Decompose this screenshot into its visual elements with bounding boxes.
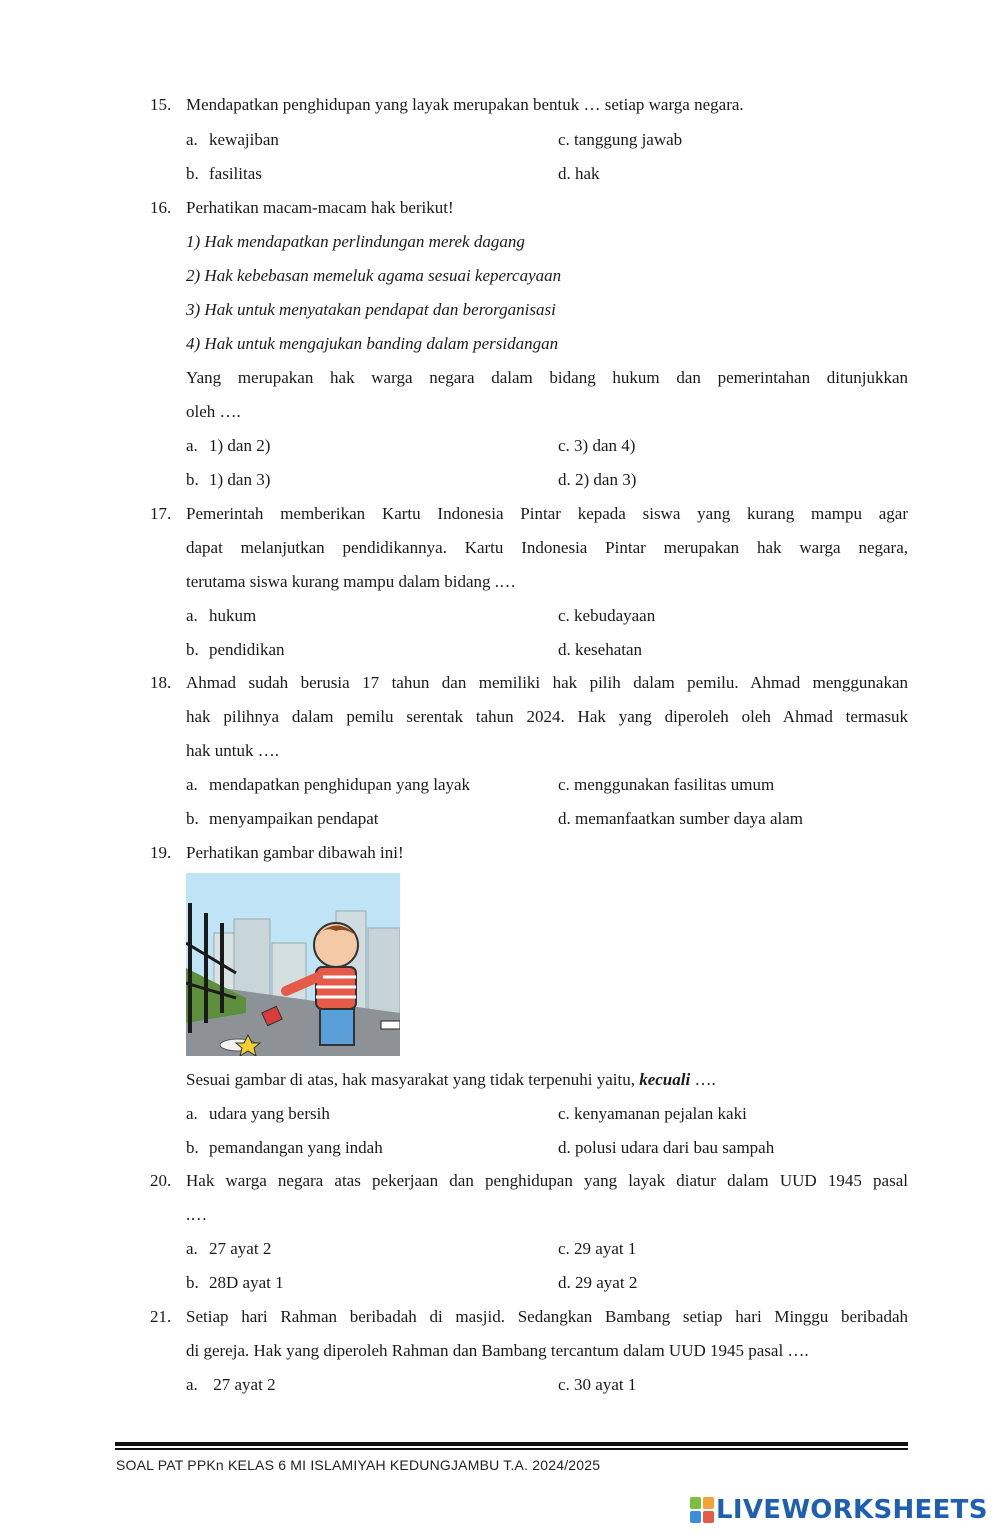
option-b[interactable]: b. pemandangan yang indah [186,1138,383,1157]
question-prompt-line-2: oleh …. [186,402,241,421]
option-a[interactable]: a. udara yang bersih [186,1104,330,1123]
question-prompt-line-1: Yang merupakan hak warga negara dalam bidang hukum dan pemerintahan ditunjukkan [186,368,908,387]
option-c[interactable]: c. 29 ayat 1 [558,1239,637,1258]
list-item: 3) Hak untuk menyatakan pendapat dan berorganisasi [186,300,556,319]
option-d[interactable]: d. 2) dan 3) [558,470,637,489]
option-c[interactable]: c. kenyamanan pejalan kaki [558,1104,747,1123]
liveworksheets-logo-icon [690,1497,714,1523]
option-b[interactable]: b. menyampaikan pendapat [186,809,379,828]
question-number: 20. [150,1171,172,1190]
option-d[interactable]: d. 29 ayat 2 [558,1273,638,1292]
question-number: 21. [150,1307,172,1326]
boy-pants [320,1009,354,1045]
question-number: 18. [150,673,172,692]
question-number: 17. [150,504,172,523]
option-d[interactable]: d. memanfaatkan sumber daya alam [558,809,803,828]
option-a[interactable]: a. 1) dan 2) [186,436,271,455]
question-number: 16. [150,198,172,217]
option-b[interactable]: b. pendidikan [186,640,285,659]
option-b[interactable]: b. 1) dan 3) [186,470,271,489]
building [368,928,400,1013]
question-text-line-1: Hak warga negara atas pekerjaan dan penghidupan yang layak diatur dalam UUD 1945 pasal [186,1171,908,1190]
option-a[interactable]: a. 27 ayat 2 [186,1239,272,1258]
litter-illustration [186,873,400,1056]
road-marking [381,1021,400,1029]
option-c[interactable]: c. menggunakan fasilitas umum [558,775,775,794]
question-text-line-1: Ahmad sudah berusia 17 tahun dan memiliki hak pilih dalam pemilu. Ahmad menggunakan [186,673,908,692]
option-a[interactable]: a. kewajiban [186,130,279,149]
option-c[interactable]: c. kebudayaan [558,606,656,625]
liveworksheets-text: LIVEWORKSHEETS [716,1495,988,1525]
option-c[interactable]: c. tanggung jawab [558,130,683,149]
question-text-line-3: hak untuk …. [186,741,280,760]
question-number: 19. [150,843,172,862]
option-a[interactable]: a. hukum [186,606,257,625]
question-text-line-3: terutama siswa kurang mampu dalam bidang .… [186,572,516,591]
question-number: 15. [150,95,172,114]
option-b[interactable]: b. 28D ayat 1 [186,1273,284,1292]
option-c[interactable]: c. 3) dan 4) [558,436,636,455]
question-text-line-1: Setiap hari Rahman beribadah di masjid. Sedangkan Bambang setiap hari Minggu beribadah [186,1307,908,1326]
list-item: 2) Hak kebebasan memeluk agama sesuai kepercayaan [186,266,562,285]
option-a[interactable]: a. mendapatkan penghidupan yang layak [186,775,471,794]
option-c[interactable]: c. 30 ayat 1 [558,1375,637,1394]
option-b[interactable]: b. fasilitas [186,164,262,183]
option-a[interactable]: a. 27 ayat 2 [186,1375,276,1394]
question-text: Perhatikan gambar dibawah ini! [186,843,404,862]
list-item: 1) Hak mendapatkan perlindungan merek dagang [186,232,525,251]
option-d[interactable]: d. hak [558,164,600,183]
question-text-line-2: .… [186,1205,208,1224]
question-prompt: Sesuai gambar di atas, hak masyarakat yang tidak terpenuhi yaitu, kecuali …. [186,1070,716,1089]
option-d[interactable]: d. kesehatan [558,640,643,659]
question-text-line-2: di gereja. Hak yang diperoleh Rahman dan Bambang tercantum dalam UUD 1945 pasal …. [186,1341,809,1360]
question-text: Mendapatkan penghidupan yang layak merupakan bentuk … setiap warga negara. [186,95,744,114]
question-text-line-1: Pemerintah memberikan Kartu Indonesia Pintar kepada siswa yang kurang mampu agar [186,504,908,523]
footer-rule [115,1442,908,1450]
question-text: Perhatikan macam-macam hak berikut! [186,198,454,217]
question-text-line-2: dapat melanjutkan pendidikannya. Kartu Indonesia Pintar merupakan hak warga negara, [186,538,908,557]
question-text-line-2: hak pilihnya dalam pemilu serentak tahun 2024. Hak yang diperoleh oleh Ahmad termasuk [186,707,908,726]
footer-text: SOAL PAT PPKn KELAS 6 MI ISLAMIYAH KEDUNGJAMBU T.A. 2024/2025 [116,1457,601,1473]
list-item: 4) Hak untuk mengajukan banding dalam persidangan [186,334,559,353]
liveworksheets-watermark [690,1493,988,1527]
option-d[interactable]: d. polusi udara dari bau sampah [558,1138,775,1157]
